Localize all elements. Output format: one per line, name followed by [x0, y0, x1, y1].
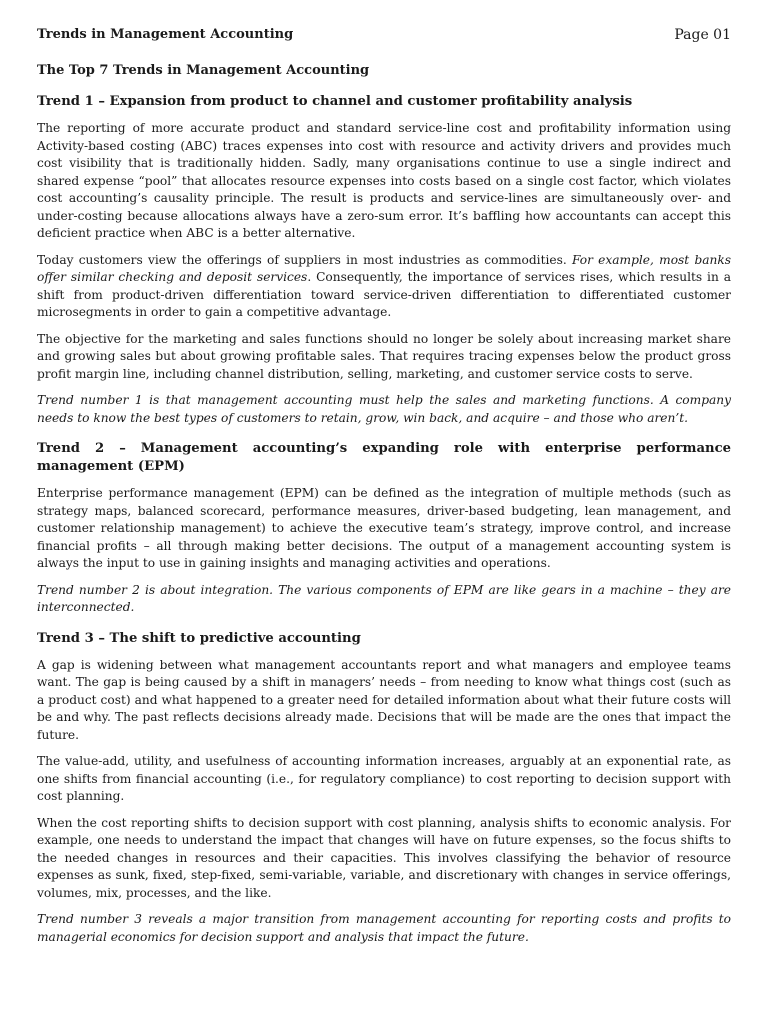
trend-3-paragraph-3: When the cost reporting shifts to decision support with cost planning, analysis shifts to economic analysis. For example, one needs to understand the impact that changes will have on future expenses, so the focus shifts to the needed changes in resources and their capacities. This involves classifying the behavior of resource expenses as sunk, fixed, step-fixed, semi-variable, variable, and discretionary with changes in service offerings, volumes, mix, processes, and the like.	[37, 815, 731, 900]
page-number: Page 01	[674, 27, 731, 43]
trend-1-paragraph-2-end: . Consequently, the importance of services rises, which results in a shift from product-driven differentiation toward service-driven differentiation to differentiated customer microsegments in order to gain a competitive advantage.	[37, 270, 731, 319]
trend-1-paragraph-2	[37, 252, 731, 322]
trend-3-heading: Trend 3 – The shift to predictive accounting	[37, 630, 361, 646]
trend-1-paragraph-2-start: Today customers view the offerings of suppliers in most industries as commodities.	[37, 252, 572, 267]
document-title: The Top 7 Trends in Management Accounting	[37, 63, 370, 78]
trend-1-summary: Trend number 1 is that management accounting must help the sales and marketing functions. A company needs to know the best types of customers to retain, grow, win back, and acquire – and those who aren’t.	[37, 393, 731, 425]
trend-1-paragraph-1: The reporting of more accurate product and standard service-line cost and profitability information using Activity-based costing (ABC) traces expenses into cost with resource and activity drivers and provides much cost visibility that is traditionally hidden. Sadly, many organisations continue to use a single indirect and shared expense “pool” that allocates resource expenses into costs based on a single cost factor, which violates cost accounting’s causality principle. The result is products and service-lines are simultaneously over- and under-costing because allocations always have a zero-sum error. It’s baffling how accountants can accept this deficient practice when ABC is a better alternative.	[37, 121, 731, 240]
header-title: Trends in Management Accounting	[37, 27, 294, 42]
trend-2-summary: Trend number 2 is about integration. The various components of EPM are like gears in a machine – they are interconnected.	[37, 582, 731, 614]
trend-1-paragraph-2-example: For example, most banks offer similar checking and deposit services	[37, 252, 731, 284]
trend-3-paragraph-1: A gap is widening between what management accountants report and what managers and employee teams want. The gap is being caused by a shift in managers’ needs – from needing to know what things cost (such as a product cost) and what happened to a greater need for detailed information about what their future costs will be and why. The past reflects decisions already made. Decisions that will be made are the ones that impact the future.	[37, 657, 731, 742]
page-header	[37, 26, 731, 44]
trend-3-paragraph-2: The value-add, utility, and usefulness of accounting information increases, arguably at an exponential rate, as one shifts from financial accounting (i.e., for regulatory compliance) to cost reporting to decision support with cost planning.	[37, 754, 731, 803]
trend-1-heading: Trend 1 – Expansion from product to channel and customer profitability analysis	[37, 94, 633, 109]
trend-3-summary: Trend number 3 reveals a major transition from management accounting for reporting costs and profits to managerial economics for decision support and analysis that impact the future.	[37, 912, 731, 944]
trend-2-heading: Trend 2 – Management accounting’s expanding role with enterprise performance management (EPM)	[37, 441, 731, 474]
trend-1-paragraph-3: The objective for the marketing and sales functions should no longer be solely about increasing market share and growing sales but about growing profitable sales. That requires tracing expenses below the product gross profit margin line, including channel distribution, selling, marketing, and customer service costs to serve.	[37, 331, 731, 381]
trend-2-paragraph-1: Enterprise performance management (EPM) can be defined as the integration of multiple methods (such as strategy maps, balanced scorecard, performance measures, driver-based budgeting, lean management, and customer relationship management) to achieve the executive team’s strategy, improve control, and increase financial profits – all through making better decisions. The output of a management accounting system is always the input to use in gaining insights and managing activities and operations.	[37, 486, 731, 570]
